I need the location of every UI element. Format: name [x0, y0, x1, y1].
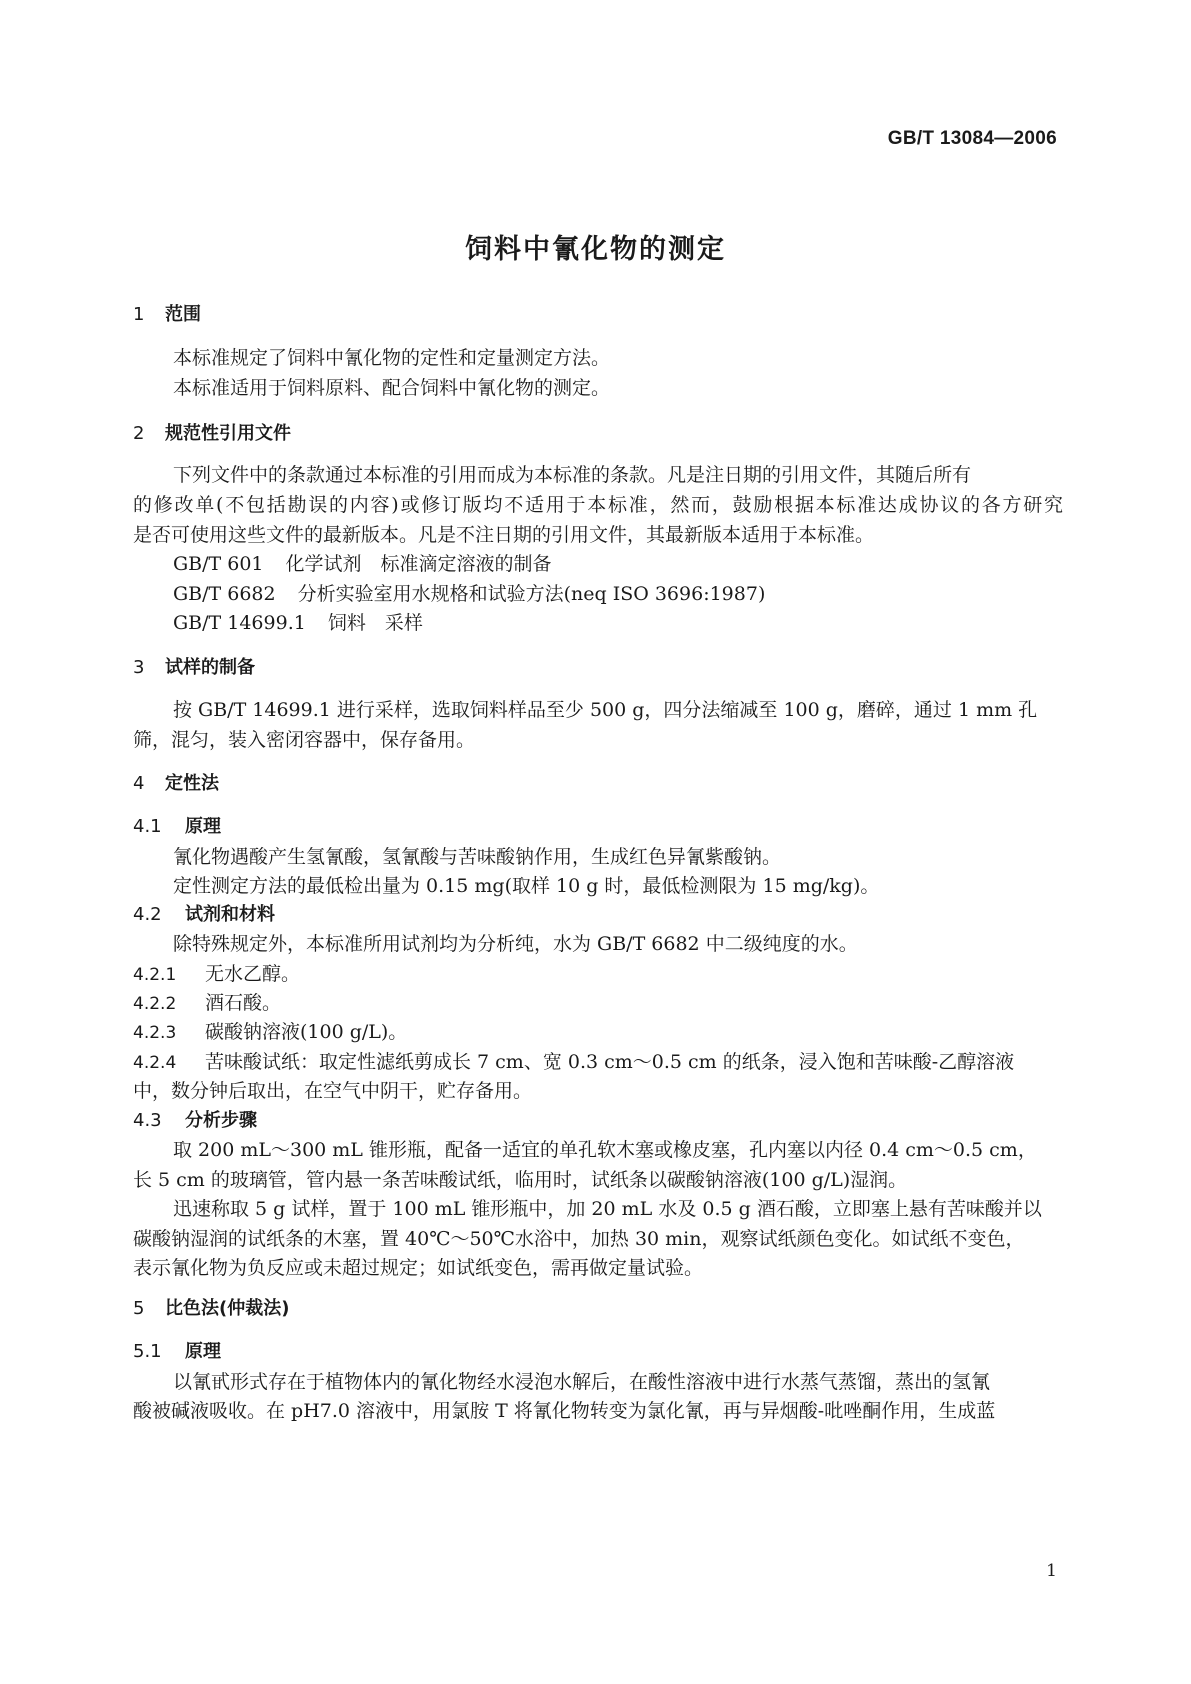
clause-number: 4.2.1: [133, 965, 177, 985]
section-number: 5: [133, 1298, 145, 1319]
reference-code: GB/T 601: [173, 553, 264, 575]
reference-title: 化学试剂 标准滴定溶液的制备: [285, 553, 552, 575]
section-number: 3: [133, 657, 145, 678]
standard-number: GB/T 13084—2006: [887, 128, 1057, 149]
reference-entry: [133, 611, 423, 635]
page-number: 1: [1046, 1561, 1057, 1581]
paragraph-line: 筛，混匀，装入密闭容器中，保存备用。: [133, 729, 476, 751]
paragraph-line: 取 200 mL～300 mL 锥形瓶，配备一适宜的单孔软木塞或橡皮塞，孔内塞以内径 0.4 cm～0.5 cm，: [173, 1139, 1037, 1161]
clause-text-continued: 中，数分钟后取出，在空气中阴干，贮存备用。: [133, 1080, 533, 1102]
subsection-title: 原理: [185, 816, 221, 837]
clause-number: 4.2.2: [133, 994, 177, 1014]
reference-entry: [133, 582, 765, 606]
subsection-4-1-heading: [133, 815, 221, 839]
clause-number: 4.2.4: [133, 1053, 177, 1073]
section-number: 1: [133, 304, 145, 325]
section-number: 4: [133, 773, 145, 794]
document-title: 饲料中氰化物的测定: [465, 234, 726, 265]
section-2-heading: [133, 422, 291, 446]
subsection-number: 4.3: [133, 1110, 162, 1131]
reference-entry: [133, 552, 552, 576]
section-title: 规范性引用文件: [165, 423, 291, 444]
paragraph-line: 迅速称取 5 g 试样，置于 100 mL 锥形瓶中，加 20 mL 水及 0.5 g 酒石酸，立即塞上悬有苦味酸并以: [173, 1198, 1042, 1220]
clause-item: [133, 1050, 1014, 1075]
reference-title: 分析实验室用水规格和试验方法(neq ISO 3696:1987): [297, 583, 766, 605]
subsection-title: 分析步骤: [185, 1110, 257, 1131]
clause-text: 无水乙醇。: [205, 963, 301, 985]
paragraph-line: 除特殊规定外，本标准所用试剂均为分析纯，水为 GB/T 6682 中二级纯度的水。: [173, 933, 858, 955]
section-number: 2: [133, 423, 145, 444]
clause-item: [133, 962, 300, 987]
subsection-4-3-heading: [133, 1109, 257, 1133]
section-title: 范围: [165, 304, 201, 325]
section-3-heading: [133, 656, 255, 680]
subsection-title: 试剂和材料: [185, 904, 275, 925]
paragraph-line: 长 5 cm 的玻璃管，管内悬一条苦味酸试纸，临用时，试纸条以碳酸钠溶液(100 g/L)湿润。: [133, 1169, 908, 1191]
clause-text: 苦味酸试纸：取定性滤纸剪成长 7 cm、宽 0.3 cm～0.5 cm 的纸条，浸入饱和苦味酸-乙醇溶液: [205, 1051, 1015, 1073]
clause-text: 酒石酸。: [205, 992, 282, 1014]
paragraph: 本标准适用于饲料原料、配合饲料中氰化物的测定。: [173, 377, 611, 399]
subsection-number: 4.2: [133, 904, 162, 925]
paragraph-line: 下列文件中的条款通过本标准的引用而成为本标准的条款。凡是注日期的引用文件，其随后所有: [173, 464, 972, 486]
paragraph-line: 的修改单(不包括勘误的内容)或修订版均不适用于本标准，然而，鼓励根据本标准达成协议的各方研究: [133, 494, 1063, 516]
clause-item: [133, 991, 281, 1016]
section-title: 比色法(仲裁法): [165, 1298, 290, 1319]
clause-item: [133, 1020, 407, 1045]
clause-number: 4.2.3: [133, 1023, 177, 1043]
paragraph-line: 表示氰化物为负反应或未超过规定；如试纸变色，需再做定量试验。: [133, 1257, 704, 1279]
section-1-heading: [133, 303, 201, 327]
section-4-heading: [133, 772, 219, 796]
subsection-number: 5.1: [133, 1341, 162, 1362]
section-title: 试样的制备: [165, 657, 255, 678]
paragraph-line: 以氰甙形式存在于植物体内的氰化物经水浸泡水解后，在酸性溶液中进行水蒸气蒸馏，蒸出的氢氰: [173, 1371, 991, 1393]
reference-code: GB/T 14699.1: [173, 612, 306, 634]
paragraph-line: 定性测定方法的最低检出量为 0.15 mg(取样 10 g 时，最低检测限为 15 mg/kg)。: [173, 875, 880, 897]
paragraph-line: 按 GB/T 14699.1 进行采样，选取饲料样品至少 500 g，四分法缩减至 100 g，磨碎，通过 1 mm 孔: [173, 699, 1038, 721]
paragraph-line: 碳酸钠湿润的试纸条的木塞，置 40℃～50℃水浴中，加热 30 min，观察试纸颜色变化。如试纸不变色，: [133, 1228, 1025, 1250]
reference-title: 饲料 采样: [327, 612, 423, 634]
paragraph-line: 是否可使用这些文件的最新版本。凡是不注日期的引用文件，其最新版本适用于本标准。: [133, 524, 875, 546]
clause-text: 碳酸钠溶液(100 g/L)。: [205, 1021, 408, 1043]
section-title: 定性法: [165, 773, 219, 794]
paragraph-line: 酸被碱液吸收。在 pH7.0 溶液中，用氯胺 T 将氰化物转变为氯化氰，再与异烟酸-吡唑酮作用，生成蓝: [133, 1400, 996, 1422]
paragraph: 本标准规定了饲料中氰化物的定性和定量测定方法。: [173, 347, 611, 369]
subsection-number: 4.1: [133, 816, 162, 837]
subsection-4-2-heading: [133, 903, 275, 927]
subsection-5-1-heading: [133, 1340, 221, 1364]
reference-code: GB/T 6682: [173, 583, 276, 605]
section-5-heading: [133, 1297, 289, 1321]
paragraph-line: 氰化物遇酸产生氢氰酸，氢氰酸与苦味酸钠作用，生成红色异氰紫酸钠。: [173, 846, 782, 868]
subsection-title: 原理: [185, 1341, 221, 1362]
